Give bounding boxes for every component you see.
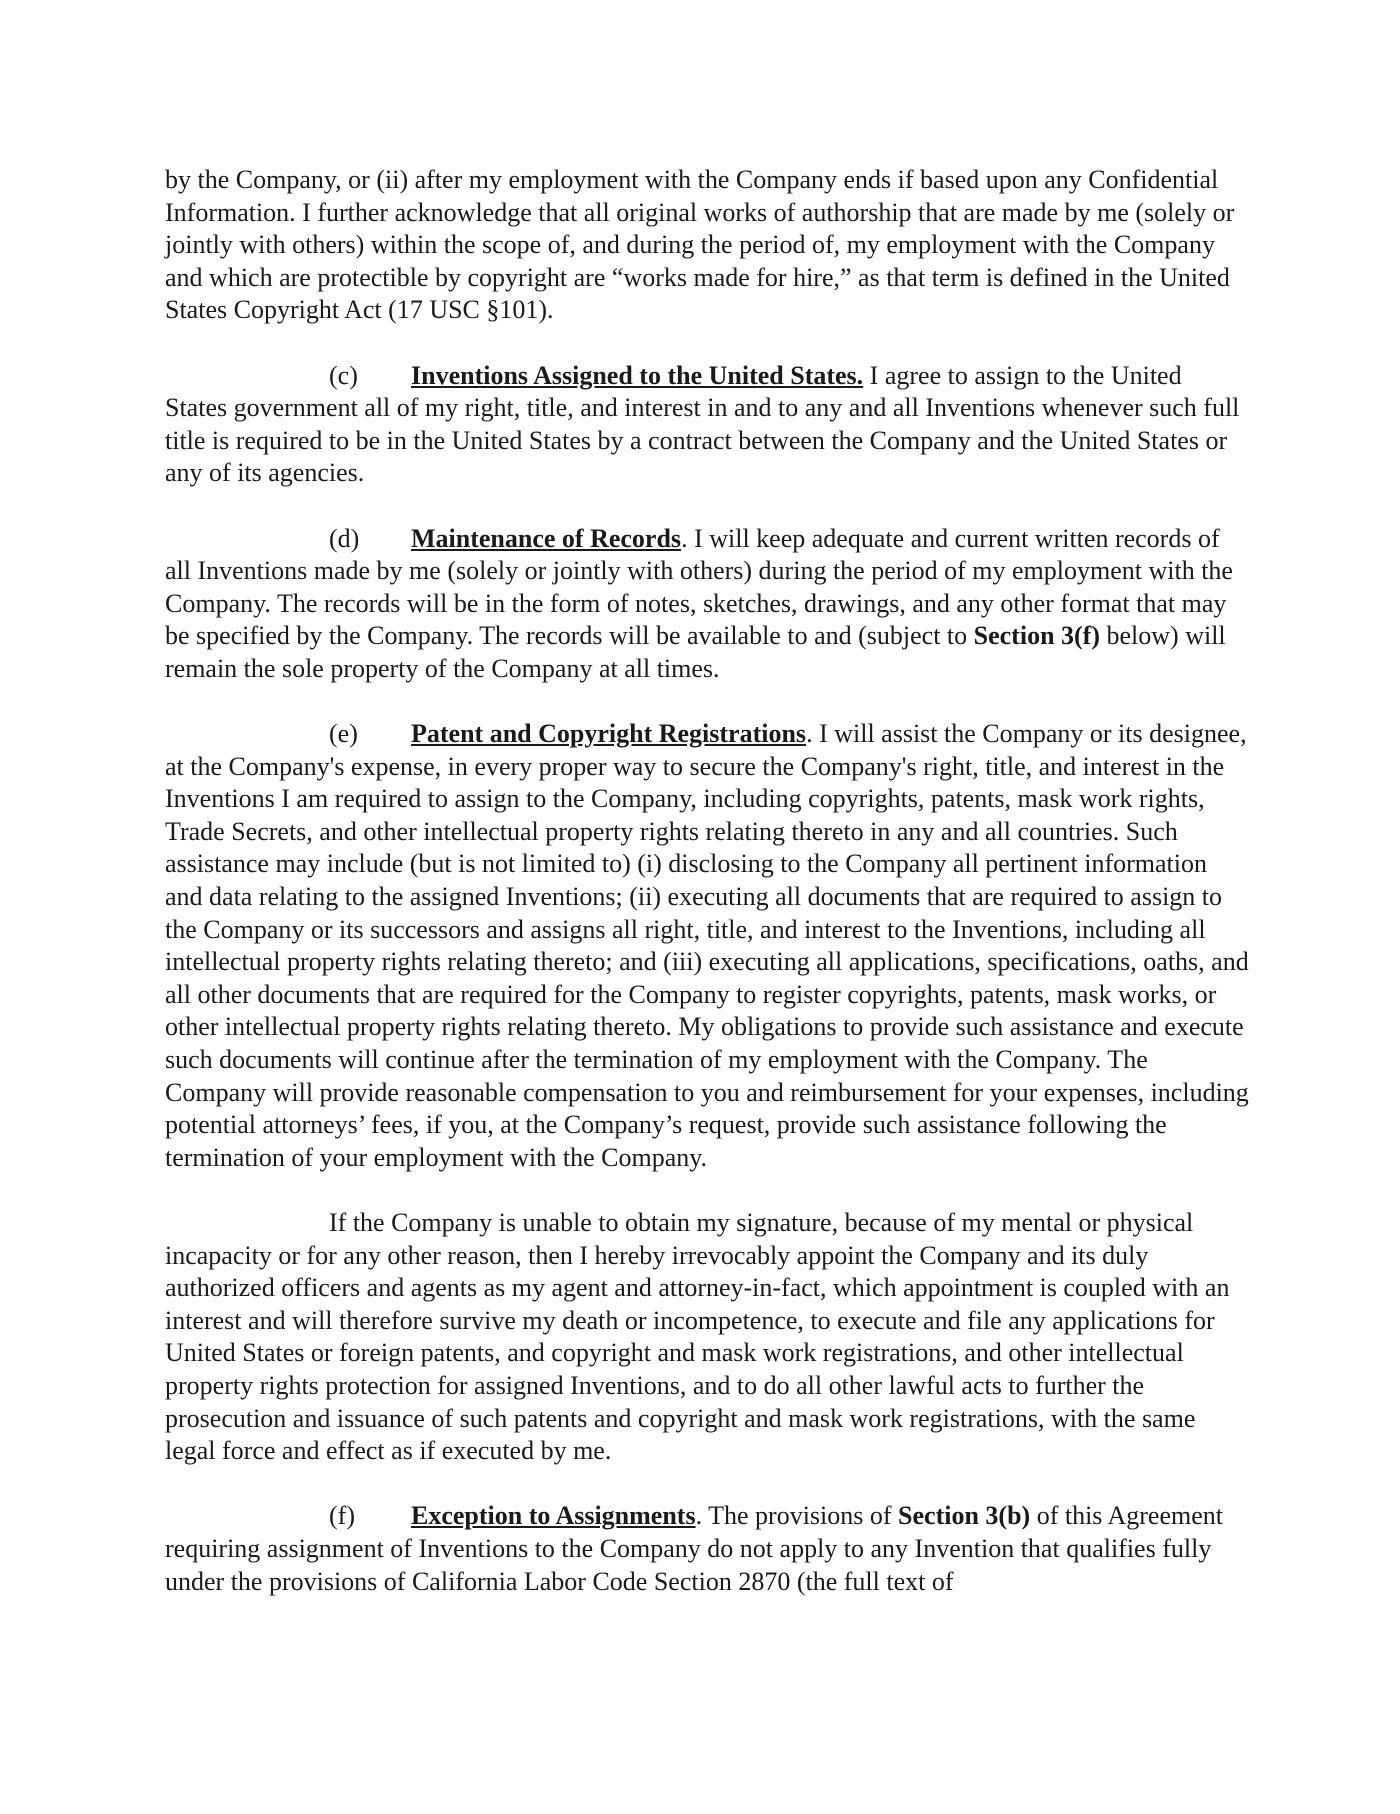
section-reference-3b: Section 3(b)	[898, 1501, 1031, 1531]
section-number-c: (c)	[329, 360, 358, 390]
section-number-e: (e)	[329, 719, 358, 749]
section-heading-f: Exception to Assignments	[411, 1501, 696, 1531]
attorney-in-fact-text: If the Company is unable to obtain my signature, because of my mental or physical incapacity or for any other reason, then I hereby irrevocably appoint the Company and its duly authorized officers and agents as my agent and attorney-in-fact, which appointment is coupled with an interest and will therefore survive my death or incompetence, to execute and file any applications for United States or foreign patents, and copyright and mask work registrations, and other intellectual property rights protection for assigned Inventions, and to do all other lawful acts to further the prosecution and issuance of such patents and copyright and mask work registrations, with the same legal force and effect as if executed by me.	[165, 1208, 1230, 1466]
paragraph-e	[165, 718, 1250, 1174]
paragraph-f	[165, 1500, 1250, 1598]
section-text-d-part2: below) will remain the sole property of the Company at all times.	[165, 621, 1226, 683]
section-text-f-part2: of this Agreement requiring assignment of Inventions to the Company do not apply to any Invention that qualifies fully under the provisions of California Labor Code Section 2870 (the full text of	[165, 1501, 1223, 1596]
section-heading-d: Maintenance of Records	[411, 523, 682, 553]
paragraph-b-continued: by the Company, or (ii) after my employment with the Company ends if based upon any Confidential Information. I further acknowledge that all original works of authorship that are made by me (solely or jointly with others) within the scope of, and during the period of, my employment with the Company and which are protectible by copyright are “works made for hire,” as that term is defined in the United States Copyright Act (17 USC §101).	[165, 165, 1235, 325]
section-number-d: (d)	[329, 523, 360, 553]
section-text-f-part1: . The provisions of	[695, 1501, 899, 1531]
section-heading-e: Patent and Copyright Registrations	[411, 719, 807, 749]
section-heading-c: Inventions Assigned to the United States.	[411, 360, 864, 390]
section-text-d-part1: . I will keep adequate and current written records of all Inventions made by me (solely or jointly with others) during the period of my employment with the Company. The records will be in the form of notes, sketches, drawings, and any other format that may be specified by the Company. The records will be available to and (subject to	[165, 523, 1233, 651]
section-text-c: I agree to assign to the United States government all of my right, title, and interest in and to any and all Inventions whenever such full title is required to be in the United States by a contract between the Company and the United States or any of its agencies.	[165, 360, 1240, 488]
section-number-f: (f)	[329, 1501, 355, 1531]
paragraph-e-attorney-in-fact	[165, 1207, 1250, 1468]
section-text-e: . I will assist the Company or its designee, at the Company's expense, in every proper way to secure the Company's right, title, and interest in the Inventions I am required to assign to the Company, including copyrights, patents, mask work rights, Trade Secrets, and other intellectual property rights relating thereto in any and all countries. Such assistance may include (but is not limited to) (i) disclosing to the Company all pertinent information and data relating to the assigned Inventions; (ii) executing all documents that are required to assign to the Company or its successors and assigns all right, title, and interest to the Inventions, including all intellectual property rights relating thereto; and (iii) executing all applications, specifications, oaths, and all other documents that are required for the Company to register copyrights, patents, mask works, or other intellectual property rights relating thereto. My obligations to provide such assistance and execute such documents will continue after the termination of my employment with the Company. The Company will provide reasonable compensation to you and reimbursement for your expenses, including potential attorneys’ fees, if you, at the Company’s request, provide such assistance following the termination of your employment with the Company.	[165, 719, 1249, 1172]
section-reference-3f: Section 3(f)	[973, 621, 1100, 651]
paragraph-d	[165, 523, 1250, 686]
document-body	[165, 164, 1250, 1631]
paragraph-c	[165, 360, 1250, 490]
